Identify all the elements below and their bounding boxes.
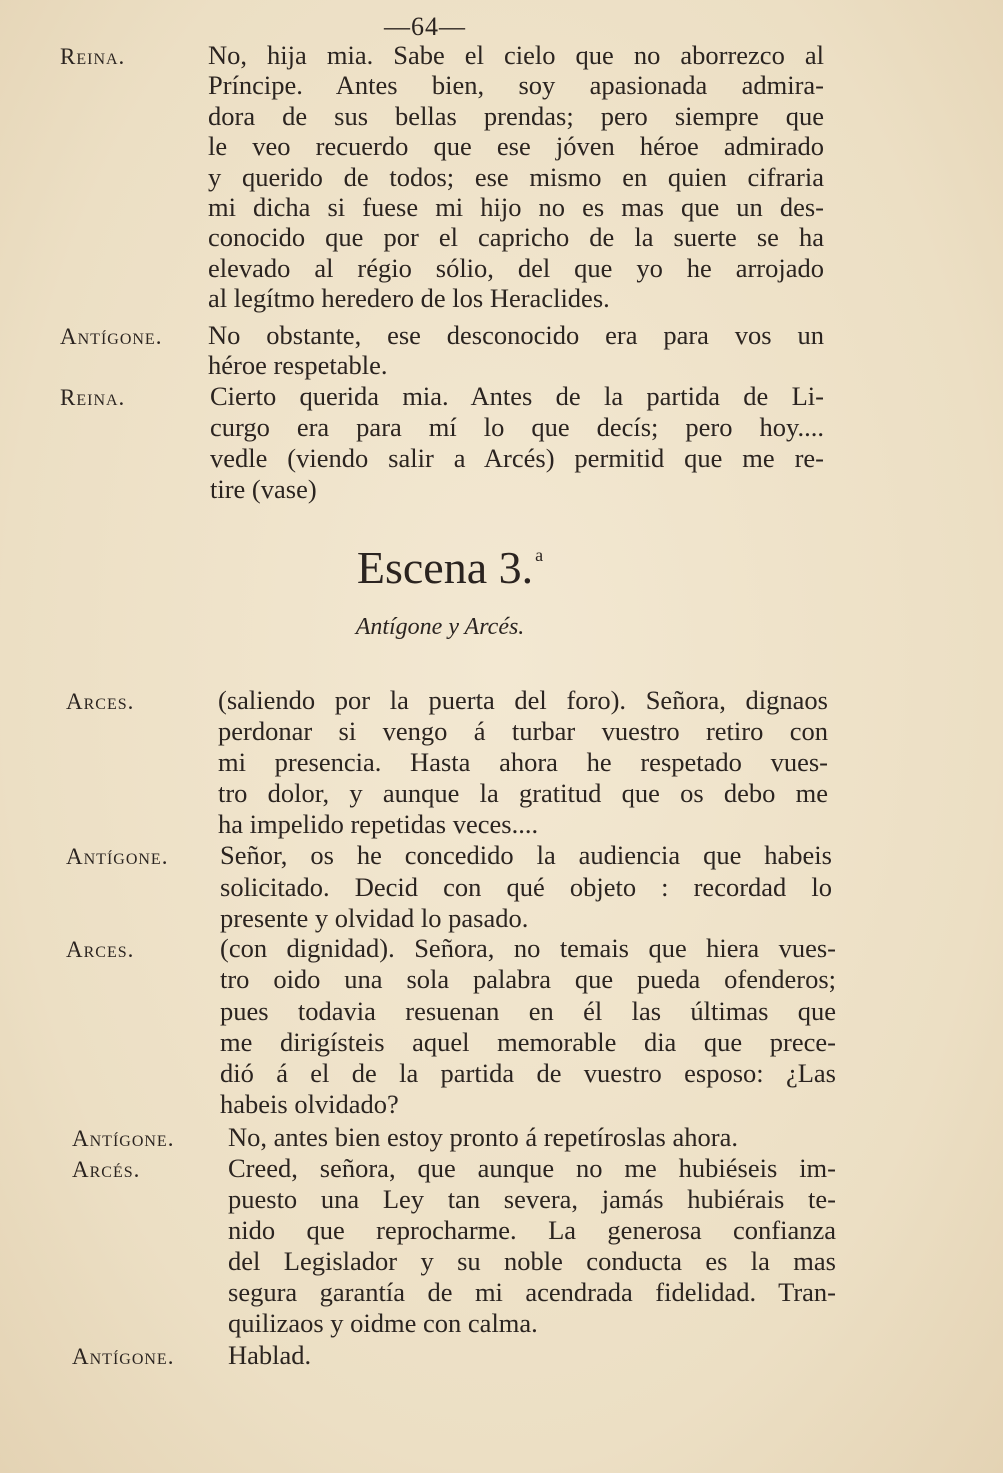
text-line: habeis olvidado? — [220, 1089, 399, 1120]
text-line: Cierto querida mia. Antes de la partida de Li- — [210, 381, 824, 411]
speaker-name: Antígone. — [60, 324, 163, 349]
text-line: conocido que por el capricho de la suerte se ha — [208, 222, 824, 253]
text-line: Señor, os he concedido la audiencia que habeis — [220, 840, 832, 870]
scene-title-ordinal: a — [535, 545, 544, 565]
text-line: Hablad. — [228, 1340, 312, 1370]
text-line: solicitado. Decid con qué objeto : recordad lo — [220, 871, 832, 902]
text-line: perdonar si vengo á turbar vuestro retiro con — [218, 716, 828, 746]
text-line: del Legislador y su noble conducta es la mas — [228, 1246, 836, 1276]
text-line: segura garantía de mi acendrada fidelidad. Tran- — [228, 1277, 836, 1307]
speech-text — [210, 381, 824, 505]
scene-title — [0, 527, 900, 596]
text-line: pues todavia resuenan en él las últimas que — [220, 995, 836, 1026]
speech-text — [228, 1153, 836, 1339]
scene-title-text: Escena 3. — [356, 542, 534, 593]
text-line: No, hija mia. Sabe el cielo que no aborrezco al — [208, 40, 824, 70]
text-line: le veo recuerdo que ese jóven héroe admirado — [208, 131, 824, 162]
speaker-name: Arces. — [66, 937, 135, 962]
speech-text — [228, 1340, 836, 1371]
speaker-name: Antígone. — [72, 1126, 175, 1151]
speaker-name: Antígone. — [66, 844, 169, 869]
text-line: mi presencia. Hasta ahora he respetado vues- — [218, 747, 828, 777]
text-line: tro oido una sola palabra que pueda ofenderos; — [220, 964, 836, 995]
text-line: dora de sus bellas prendas; pero siempre que — [208, 100, 824, 131]
text-line: (saliendo por la puerta del foro). Señora, dignaos — [218, 685, 828, 715]
text-line: Príncipe. Antes bien, soy apasionada admira- — [208, 70, 824, 101]
text-line: al legítmo heredero de los Heraclides. — [208, 283, 610, 314]
speech-text — [220, 933, 836, 1121]
speech-text — [208, 320, 824, 381]
text-line: elevado al régio sólio, del que yo he arrojado — [208, 252, 824, 283]
text-line: No, antes bien estoy pronto á repetíroslas ahora. — [228, 1122, 738, 1152]
text-line: presente y olvidad lo pasado. — [220, 903, 529, 933]
speaker-name: Reina. — [60, 44, 126, 69]
text-line: y querido de todos; ese mismo en quien cifraria — [208, 161, 824, 192]
speech-text — [208, 40, 824, 314]
speech-text — [218, 685, 828, 840]
text-line: ha impelido repetidas veces.... — [218, 809, 539, 839]
text-line: vedle (viendo salir a Arcés) permitid que me re- — [210, 443, 824, 473]
text-line: curgo era para mí lo que decís; pero hoy.... — [210, 412, 824, 442]
text-line: dió á el de la partida de vuestro esposo: ¿Las — [220, 1058, 836, 1089]
text-line: tro dolor, y aunque la gratitud que os debo me — [218, 778, 828, 808]
text-line: me dirigísteis aquel memorable dia que prece- — [220, 1026, 836, 1057]
speaker-name: Antígone. — [72, 1344, 175, 1369]
text-line: puesto una Ley tan severa, jamás hubiérais te- — [228, 1184, 836, 1214]
text-line: héroe respetable. — [208, 350, 388, 381]
speech-text — [220, 840, 832, 935]
scene-characters: Antígone y Arcés. — [355, 614, 525, 640]
text-line: Creed, señora, que aunque no me hubiéseis im- — [228, 1153, 836, 1183]
text-line: tire (vase) — [210, 474, 317, 504]
text-line: (con dignidad). Señora, no temais que hiera vues- — [220, 933, 836, 963]
text-line: quilizaos y oidme con calma. — [228, 1308, 538, 1338]
speaker-name: Arces. — [66, 689, 135, 714]
speaker-name: Reina. — [60, 385, 126, 410]
text-line: mi dicha si fuese mi hijo no es mas que un des- — [208, 191, 824, 222]
text-line: No obstante, ese desconocido era para vos un — [208, 320, 824, 350]
speech-text — [228, 1122, 836, 1153]
page-number: —64— — [384, 12, 466, 41]
speaker-name: Arcés. — [72, 1157, 141, 1182]
text-line: nido que reprocharme. La generosa confianza — [228, 1215, 836, 1245]
